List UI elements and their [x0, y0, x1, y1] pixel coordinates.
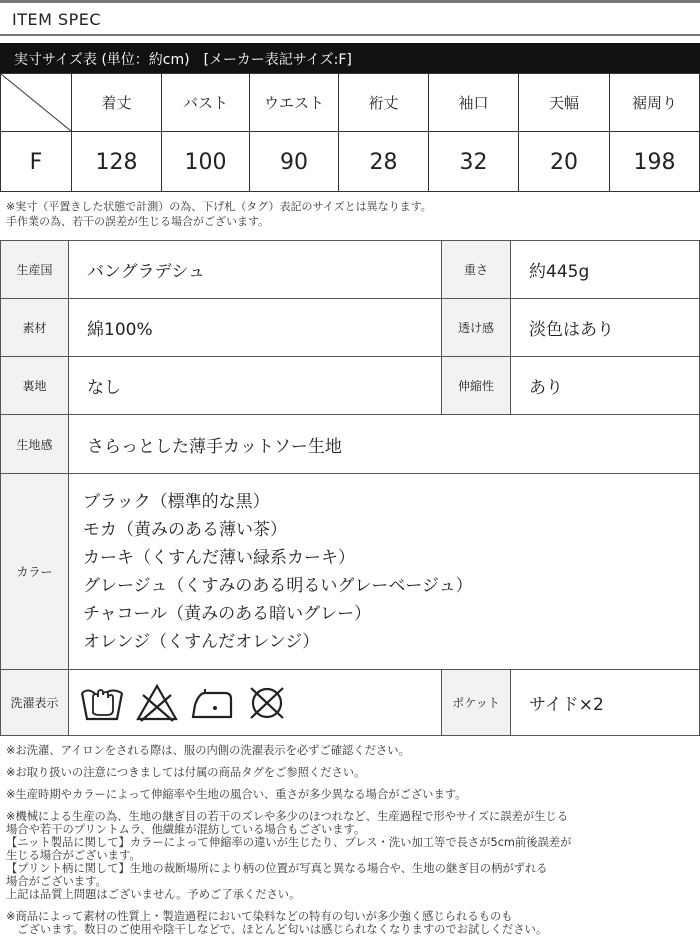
- note-line: 手作業の為、若干の誤差が生じる場合がございます。: [6, 215, 270, 228]
- lining-label: 裏地: [1, 357, 69, 414]
- iron-low-icon: [189, 683, 235, 723]
- pocket-label: ポケット: [441, 670, 511, 735]
- column-header: ウエスト: [249, 74, 338, 131]
- weight-label: 重さ: [441, 241, 511, 298]
- origin-label: 生産国: [1, 241, 69, 298]
- texture-value: さらっとした薄手カットソー生地: [87, 436, 342, 457]
- spec-row-colors: [1, 474, 699, 670]
- note-line: 上記は品質上問題はございません。予めご了承ください。: [6, 888, 301, 901]
- lining-value: なし: [87, 378, 121, 398]
- material-value: 綿100%: [87, 320, 153, 340]
- origin-value: バングラデシュ: [87, 262, 205, 282]
- color-item: オレンジ（くすんだオレンジ）: [83, 631, 320, 652]
- spec-row-care: [1, 670, 699, 735]
- spec-row-material: [1, 299, 699, 357]
- color-item: カーキ（くすんだ薄い緑系カーキ）: [83, 547, 355, 568]
- note-line: ございます。数日のご使用や陰干しなどで、ほとんど匂いは感じられなくなりますのでお試しください。: [6, 923, 548, 936]
- note-line: 【プリント柄に関して】生地の裁断場所により柄の位置が写真と異なる場合や、生地の継ぎ目の柄がずれる: [6, 862, 548, 875]
- spec-row-texture: [1, 415, 699, 474]
- stretch-value: あり: [529, 378, 563, 398]
- color-item: モカ（黄みのある薄い茶）: [83, 519, 287, 540]
- column-header: 裾周り: [609, 74, 699, 131]
- note-line: 生じる場合がございます。: [6, 849, 141, 862]
- hand-wash-icon: [79, 683, 125, 723]
- column-header: 裄丈: [338, 74, 428, 131]
- spec-row-origin: [1, 241, 699, 299]
- color-label: カラー: [1, 474, 69, 669]
- column-header: 天幅: [518, 74, 609, 131]
- note-line: 【ニット製品に関して】カラーによって伸縮率の違いが生じたり、プレス・洗い加工等で長さが5cm前後誤差が: [6, 836, 572, 849]
- size-label: F: [29, 149, 43, 175]
- size-table-header: 実寸サイズ表 (単位：約cm) [メーカー表記サイズ:F]: [0, 43, 700, 73]
- spec-table: [0, 240, 700, 736]
- note-paragraph: [6, 744, 696, 757]
- size-note: [6, 199, 432, 229]
- note-line: ※生産時期やカラーによって伸縮率や生地の風合い、重さが多少異なる場合がございます。: [6, 788, 467, 801]
- note-line: ※商品によって素材の性質上・製造過程において染料などの特有の匂いが多少強く感じられるものも: [6, 910, 513, 923]
- texture-label: 生地感: [1, 415, 69, 473]
- note-line: ※お洗濯、アイロンをされる際は、服の内側の洗濯表示を必ずご確認ください。: [6, 744, 410, 757]
- care-icons: [79, 670, 289, 735]
- column-header: 袖口: [428, 74, 518, 131]
- diagonal-line-icon: [1, 74, 71, 131]
- size-value: 198: [609, 132, 699, 192]
- no-tumble-dry-icon: [245, 683, 289, 723]
- column-header: 着丈: [71, 74, 161, 131]
- column-header: バスト: [161, 74, 249, 131]
- sheer-label: 透け感: [441, 299, 511, 356]
- size-value: 20: [518, 132, 609, 192]
- care-notes: [6, 744, 696, 945]
- stretch-label: 伸縮性: [441, 357, 511, 414]
- care-label: 洗濯表示: [1, 670, 69, 735]
- title-bar: [0, 0, 700, 36]
- size-value: 128: [71, 132, 161, 192]
- page-title: ITEM SPEC: [12, 10, 102, 29]
- note-line: ※お取り扱いの注意につきましては付属の商品タグをご参照ください。: [6, 766, 366, 779]
- size-value: 28: [338, 132, 428, 192]
- pocket-value: サイド×2: [529, 695, 604, 715]
- size-value: 90: [249, 132, 338, 192]
- note-paragraph: [6, 788, 696, 801]
- weight-value: 約445g: [529, 262, 590, 282]
- note-paragraph: [6, 910, 696, 936]
- sheer-value: 淡色はあり: [529, 320, 614, 340]
- note-line: 場合がございます。: [6, 875, 107, 888]
- note-paragraph: [6, 766, 696, 779]
- note-line: 場合や若干のプリントムラ、他繊維が混紡している場合もございます。: [6, 823, 366, 836]
- color-item: チャコール（黄みのある暗いグレー）: [83, 603, 372, 624]
- color-list: [83, 474, 473, 669]
- note-paragraph: [6, 810, 696, 901]
- size-value: 32: [428, 132, 518, 192]
- size-table-header-row: [1, 74, 699, 132]
- size-table: [0, 73, 700, 192]
- spec-row-lining: [1, 357, 699, 415]
- note-line: ※機械による生産の為、生地の継ぎ目の若干のズレや多少のほつれなど、生産過程で形やサイズに誤差が生じる: [6, 810, 569, 823]
- size-table-value-row: [1, 132, 699, 192]
- material-label: 素材: [1, 299, 69, 356]
- size-value: 100: [161, 132, 249, 192]
- no-bleach-icon: [135, 683, 179, 723]
- color-item: ブラック（標準的な黒）: [83, 491, 270, 512]
- corner-cell: [1, 74, 71, 131]
- note-line: ※実寸（平置きした状態で計測）の為、下げ札（タグ）表記のサイズとは異なります。: [6, 200, 432, 213]
- color-item: グレージュ（くすみのある明るいグレーベージュ）: [83, 575, 473, 596]
